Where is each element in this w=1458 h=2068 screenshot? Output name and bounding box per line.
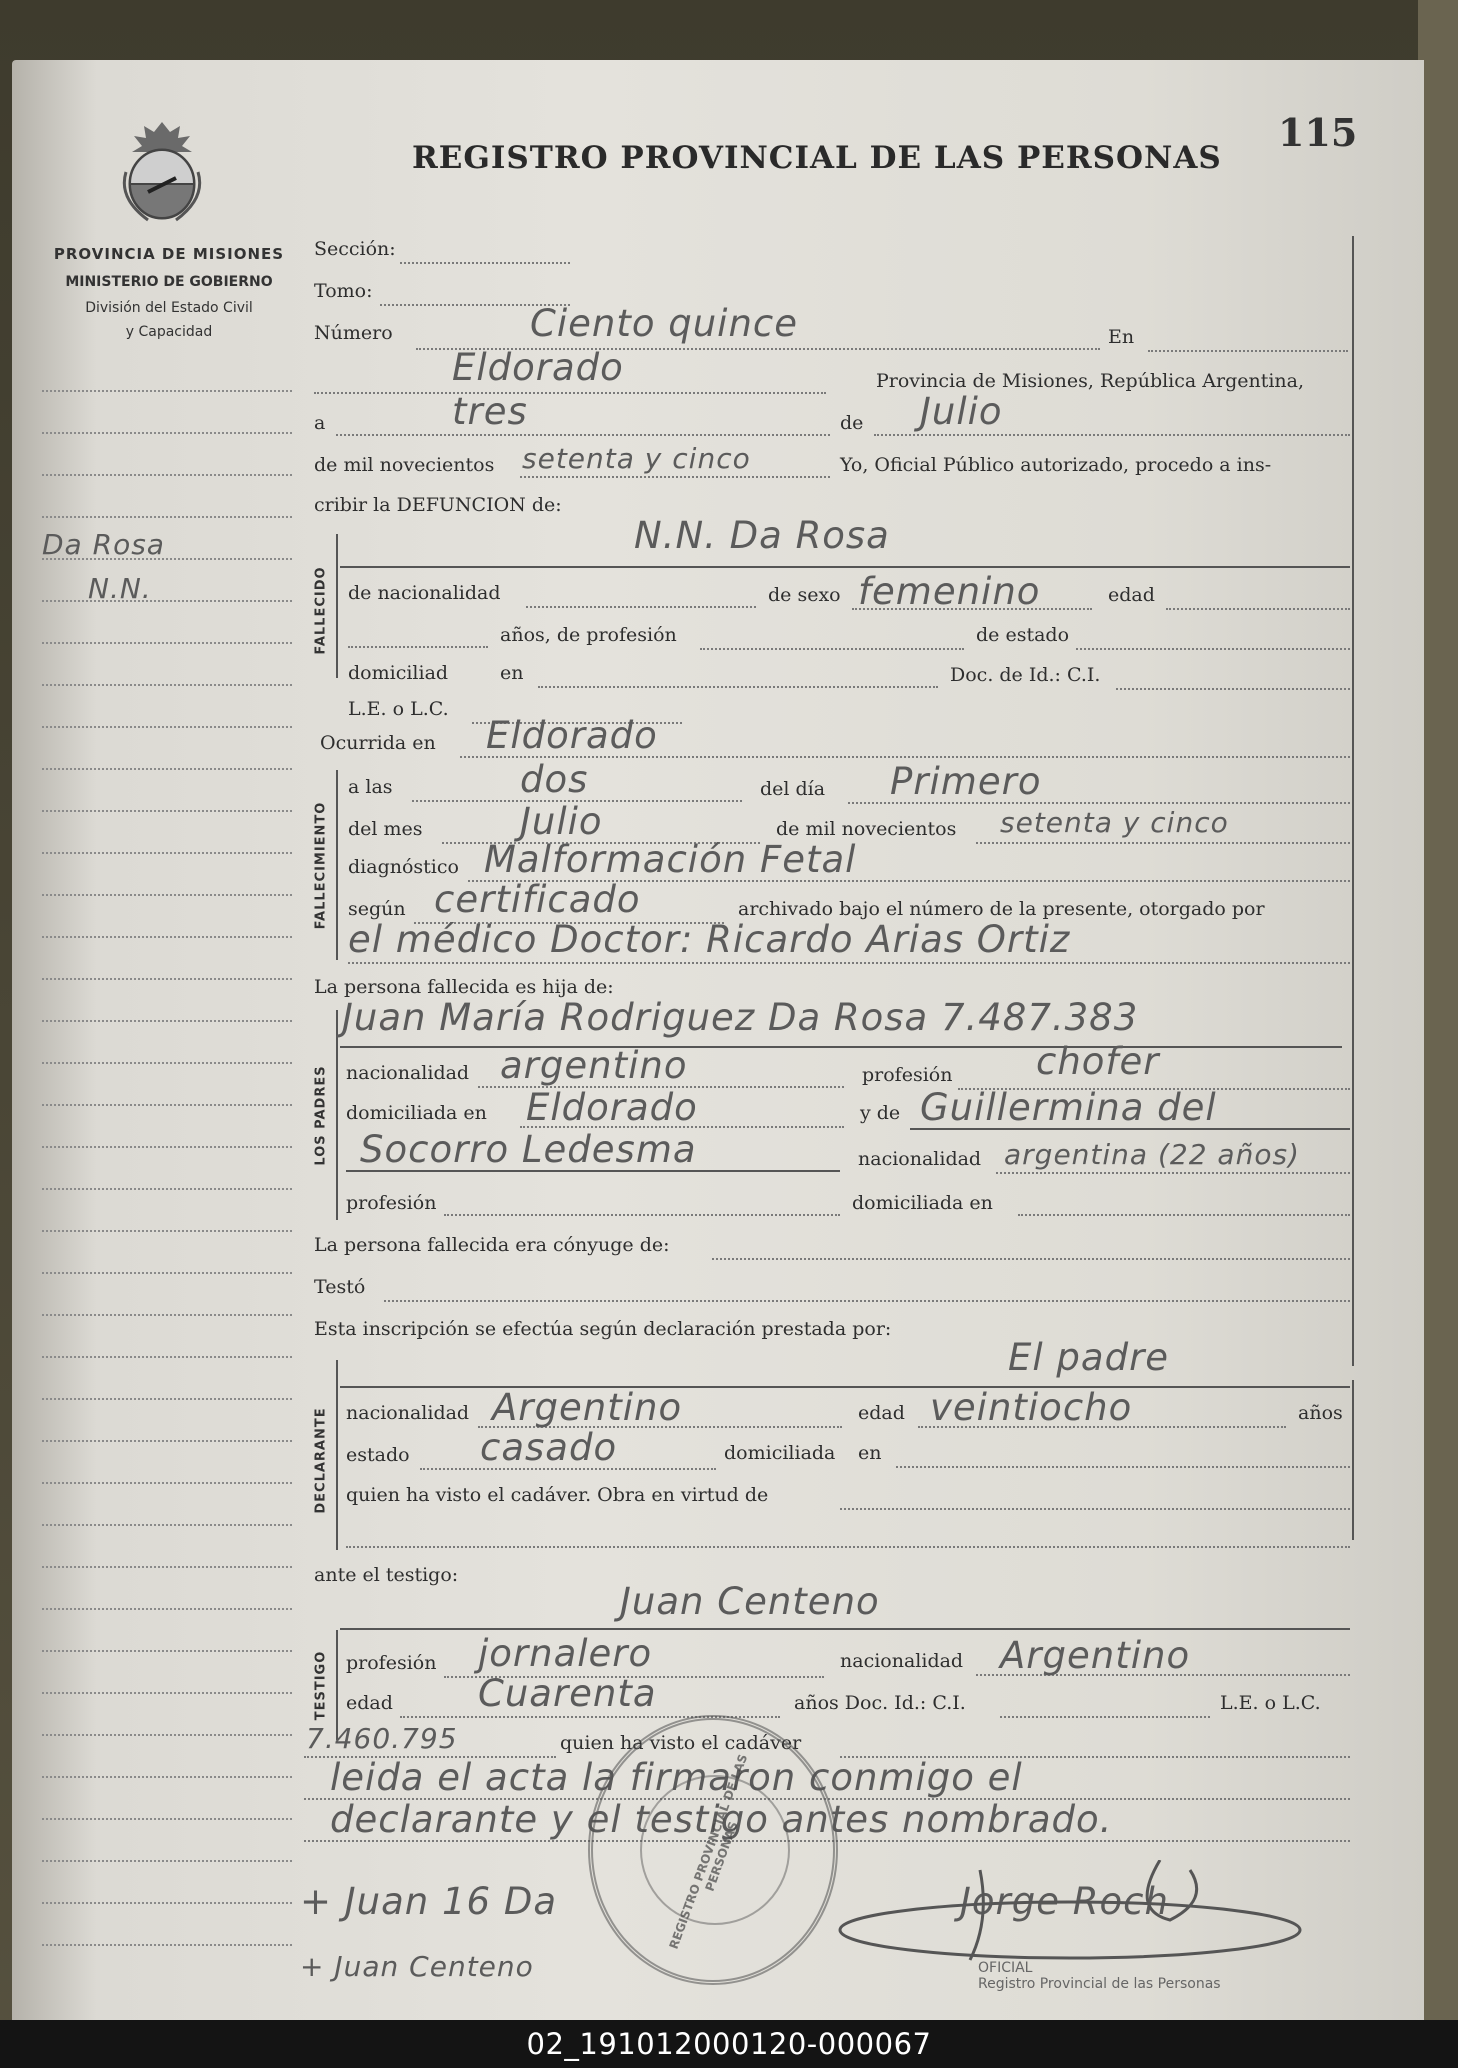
- nac-decl-value: Argentino: [492, 1386, 683, 1429]
- estado-decl-label: estado: [346, 1444, 410, 1466]
- madre-line2-value: Socorro Ledesma: [360, 1128, 697, 1171]
- nac-padre-label: nacionalidad: [346, 1062, 470, 1084]
- leida-line2-value: declarante y el testigo antes nombrado.: [330, 1798, 1113, 1841]
- anio-value: setenta y cinco: [522, 442, 751, 475]
- ministry-block: [40, 240, 298, 344]
- anos-decl-label: años: [1298, 1402, 1343, 1424]
- prof-test-label: profesión: [346, 1652, 437, 1674]
- dia-value: tres: [452, 390, 528, 433]
- oficial-label: Yo, Oficial Público autorizado, procedo a ins-: [840, 454, 1272, 476]
- padres-bracket: [336, 1010, 338, 1220]
- edad-test-label: edad: [346, 1692, 393, 1714]
- dom-padre-value: Eldorado: [526, 1086, 698, 1129]
- hora-value: dos: [520, 758, 589, 801]
- fallecido-bracket: [336, 534, 338, 678]
- inscribir-label: cribir la DEFUNCION de:: [314, 494, 562, 516]
- a-las-label: a las: [348, 776, 393, 798]
- ocurrida-label: Ocurrida en: [320, 732, 436, 754]
- nac-test-label: nacionalidad: [840, 1650, 964, 1672]
- domiciliada-decl-label: domiciliada: [724, 1442, 836, 1464]
- signature-testigo: + Juan Centeno: [300, 1950, 534, 1983]
- del-dia-label: del día: [760, 778, 826, 800]
- del-mes-label: del mes: [348, 818, 423, 840]
- signature-declarante: + Juan 16 Da: [300, 1880, 558, 1923]
- sexo-label: de sexo: [768, 584, 841, 606]
- nac-decl-label: nacionalidad: [346, 1402, 470, 1424]
- declarante-value: El padre: [1008, 1336, 1170, 1379]
- coat-of-arms-icon: [118, 112, 206, 224]
- de-mil-label: de mil novecientos: [314, 454, 495, 476]
- page-title: REGISTRO PROVINCIAL DE LAS PERSONAS: [412, 140, 1222, 176]
- hija-de-label: La persona fallecida es hija de:: [314, 976, 614, 998]
- madre-line1-value: Guillermina del: [920, 1086, 1217, 1129]
- en-decl-label: en: [858, 1442, 882, 1464]
- segun-label: según: [348, 898, 406, 920]
- margin-note-surname: Da Rosa: [42, 528, 165, 561]
- declarante-section-label: DECLARANTE: [313, 1406, 329, 1514]
- archivado-label: archivado bajo el número de la presente, otorgado por: [738, 898, 1265, 920]
- testo-label: Testó: [314, 1276, 366, 1298]
- edad-test-value: Cuarenta: [478, 1672, 657, 1715]
- fallecido-section-label: FALLECIDO: [313, 565, 329, 655]
- doc-id-label: Doc. de Id.: C.I.: [950, 664, 1101, 686]
- edad-decl-label: edad: [858, 1402, 905, 1424]
- le-lc-test-label: L.E. o L.C.: [1220, 1692, 1321, 1714]
- de-mil-fallec-label: de mil novecientos: [776, 818, 957, 840]
- lugar-value: Eldorado: [452, 346, 624, 389]
- estado-decl-value: casado: [480, 1426, 618, 1469]
- quien-ha-visto-test-label: quien ha visto el cadáver: [560, 1732, 802, 1754]
- declarante-bracket: [336, 1360, 338, 1550]
- anos-profesion-label: años, de profesión: [500, 624, 677, 646]
- fallecimiento-section-label: FALLECIMIENTO: [313, 801, 329, 929]
- ministry-province: PROVINCIA DE MISIONES: [53, 245, 285, 263]
- inscripcion-label: Esta inscripción se efectúa según declaración prestada por:: [314, 1318, 892, 1340]
- numero-value: Ciento quince: [530, 302, 799, 345]
- nacionalidad-label: de nacionalidad: [348, 582, 501, 604]
- conyuge-label: La persona fallecida era cónyuge de:: [314, 1234, 670, 1256]
- de-label: de: [840, 412, 864, 434]
- numero-label: Número: [314, 322, 393, 344]
- en-domicilio-label: en: [500, 662, 524, 684]
- seal-registry: Registro Provincial de las Personas: [978, 1976, 1221, 1992]
- ministry-capacity: y Capacidad: [125, 324, 213, 340]
- right-border-lower: [1352, 1380, 1354, 1540]
- prof-padre-label: profesión: [862, 1064, 953, 1086]
- prof-test-value: jornalero: [478, 1632, 653, 1675]
- domiciliad-label: domiciliad: [348, 662, 449, 684]
- seccion-label: Sección:: [314, 238, 396, 260]
- en-label: En: [1108, 326, 1135, 348]
- ministry-division: División del Estado Civil: [85, 300, 253, 316]
- dom-madre-label: domiciliada en: [852, 1192, 993, 1214]
- doc-test-value: 7.460.795: [306, 1722, 458, 1755]
- provincia-label: Provincia de Misiones, República Argentina,: [876, 370, 1305, 392]
- y-de-label: y de: [860, 1102, 901, 1124]
- padre-value: Juan María Rodriguez Da Rosa 7.487.383: [342, 996, 1139, 1039]
- medico-value: el médico Doctor: Ricardo Arias Ortiz: [348, 918, 1071, 961]
- testigo-section-label: TESTIGO: [313, 1650, 329, 1720]
- testigo-value: Juan Centeno: [620, 1580, 880, 1623]
- diagnostico-label: diagnóstico: [348, 856, 459, 878]
- dia-fallec-value: Primero: [890, 760, 1042, 803]
- ocurrida-value: Eldorado: [486, 714, 658, 757]
- prof-padre-value: chofer: [1036, 1040, 1160, 1083]
- nac-madre-label: nacionalidad: [858, 1148, 982, 1170]
- fallecimiento-bracket: [336, 770, 338, 960]
- ministry-name: MINISTERIO DE GOBIERNO: [65, 274, 273, 290]
- mes-fallec-value: Julio: [520, 800, 603, 843]
- margin-note-name: N.N.: [88, 572, 152, 605]
- image-caption: 02_191012000120-000067: [0, 2020, 1458, 2068]
- quien-ha-visto-label: quien ha visto el cadáver. Obra en virtud de: [346, 1484, 769, 1506]
- anos-doc-test-label: años Doc. Id.: C.I.: [794, 1692, 966, 1714]
- padres-section-label: LOS PADRES: [313, 1064, 329, 1166]
- nombre-value: N.N. Da Rosa: [634, 514, 890, 557]
- edad-label: edad: [1108, 584, 1155, 606]
- seal-official-title: OFICIAL: [978, 1960, 1033, 1976]
- dom-padre-label: domiciliada en: [346, 1102, 487, 1124]
- signature-official: Jorge Roch: [960, 1880, 1169, 1923]
- edad-decl-value: veintiocho: [930, 1386, 1133, 1429]
- le-lc-label: L.E. o L.C.: [348, 698, 449, 720]
- a-label: a: [314, 412, 326, 434]
- nac-madre-value: argentina (22 años): [1004, 1138, 1300, 1171]
- sexo-value: femenino: [858, 570, 1041, 613]
- anio-fallec-value: setenta y cinco: [1000, 806, 1229, 839]
- nac-test-value: Argentino: [1000, 1634, 1191, 1677]
- signature-flourish: [830, 1860, 1310, 1970]
- page-number: 115: [1278, 110, 1358, 155]
- leida-line1-value: leida el acta la firmaron conmigo el: [330, 1756, 1023, 1799]
- book-spine: [1418, 0, 1458, 2020]
- tomo-label: Tomo:: [314, 280, 373, 302]
- estado-label: de estado: [976, 624, 1070, 646]
- prof-madre-label: profesión: [346, 1192, 437, 1214]
- stamp-text: REGISTRO PROVINCIAL DE LAS PERSONAS: [666, 1752, 751, 1951]
- nac-padre-value: argentino: [500, 1044, 688, 1087]
- mes-value: Julio: [920, 390, 1003, 433]
- segun-value: certificado: [434, 878, 641, 921]
- right-border-upper: [1352, 236, 1354, 1366]
- diagnostico-value: Malformación Fetal: [484, 838, 857, 881]
- ante-testigo-label: ante el testigo:: [314, 1564, 459, 1586]
- registry-seal: [978, 1960, 1221, 1992]
